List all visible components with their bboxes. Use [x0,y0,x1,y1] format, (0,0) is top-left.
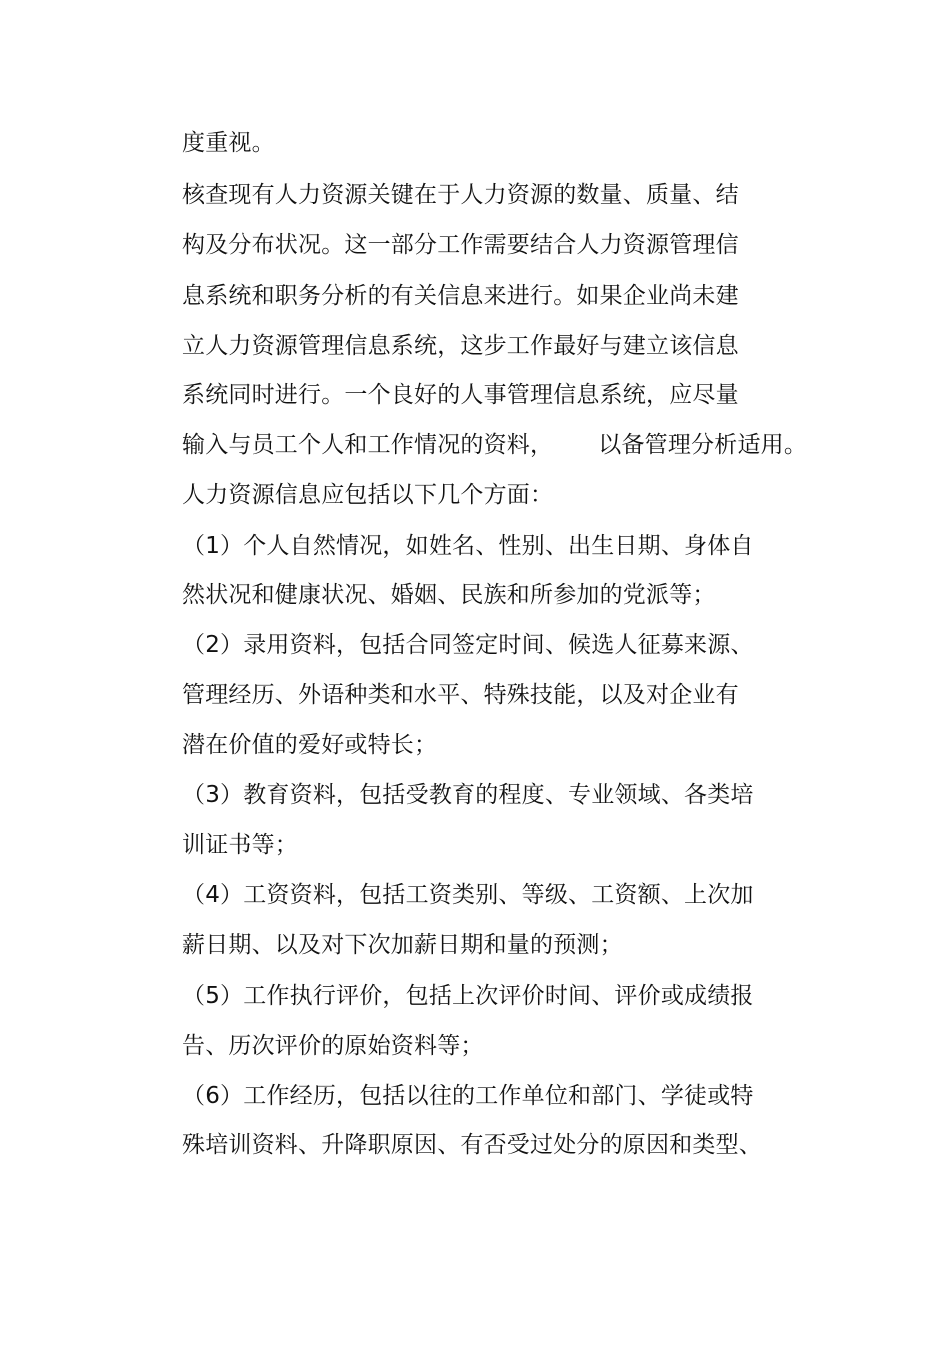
text-line: 薪日期、以及对下次加薪日期和量的预测； [182,932,623,958]
list-item: （1）个人自然情况，如姓名、性别、出生日期、身体自 [182,533,754,559]
text-line: 人力资源信息应包括以下几个方面： [182,482,554,508]
text-line: 殊培训资料、升降职原因、有否受过处分的原因和类型、 [182,1132,762,1158]
text-line: 系统同时进行。一个良好的人事管理信息系统，应尽量 [182,382,739,408]
text-line: 核查现有人力资源关键在于人力资源的数量、质量、结 [182,182,739,208]
text-line: 度重视。 [182,130,275,156]
text-line: 输入与员工个人和工作情况的资料， 以备管理分析适用。 [182,432,808,458]
list-item: （3）教育资料，包括受教育的程度、专业领域、各类培 [182,782,754,808]
text-line: 潜在价值的爱好或特长； [182,732,438,758]
text-line: 管理经历、外语种类和水平、特殊技能，以及对企业有 [182,682,739,708]
text-line: 立人力资源管理信息系统，这步工作最好与建立该信息 [182,333,739,359]
text-line: 告、历次评价的原始资料等； [182,1033,484,1059]
text-line: 然状况和健康状况、婚姻、民族和所参加的党派等； [182,582,716,608]
text-line: 训证书等； [182,832,298,858]
list-item: （6）工作经历，包括以往的工作单位和部门、学徒或特 [182,1083,754,1109]
list-item: （2）录用资料，包括合同签定时间、候选人征募来源、 [182,632,754,658]
list-item: （4）工资资料，包括工资类别、等级、工资额、上次加 [182,882,754,908]
list-item: （5）工作执行评价，包括上次评价时间、评价或成绩报 [182,983,754,1009]
text-line: 息系统和职务分析的有关信息来进行。如果企业尚未建 [182,283,739,309]
text-line: 构及分布状况。这一部分工作需要结合人力资源管理信 [182,232,739,258]
